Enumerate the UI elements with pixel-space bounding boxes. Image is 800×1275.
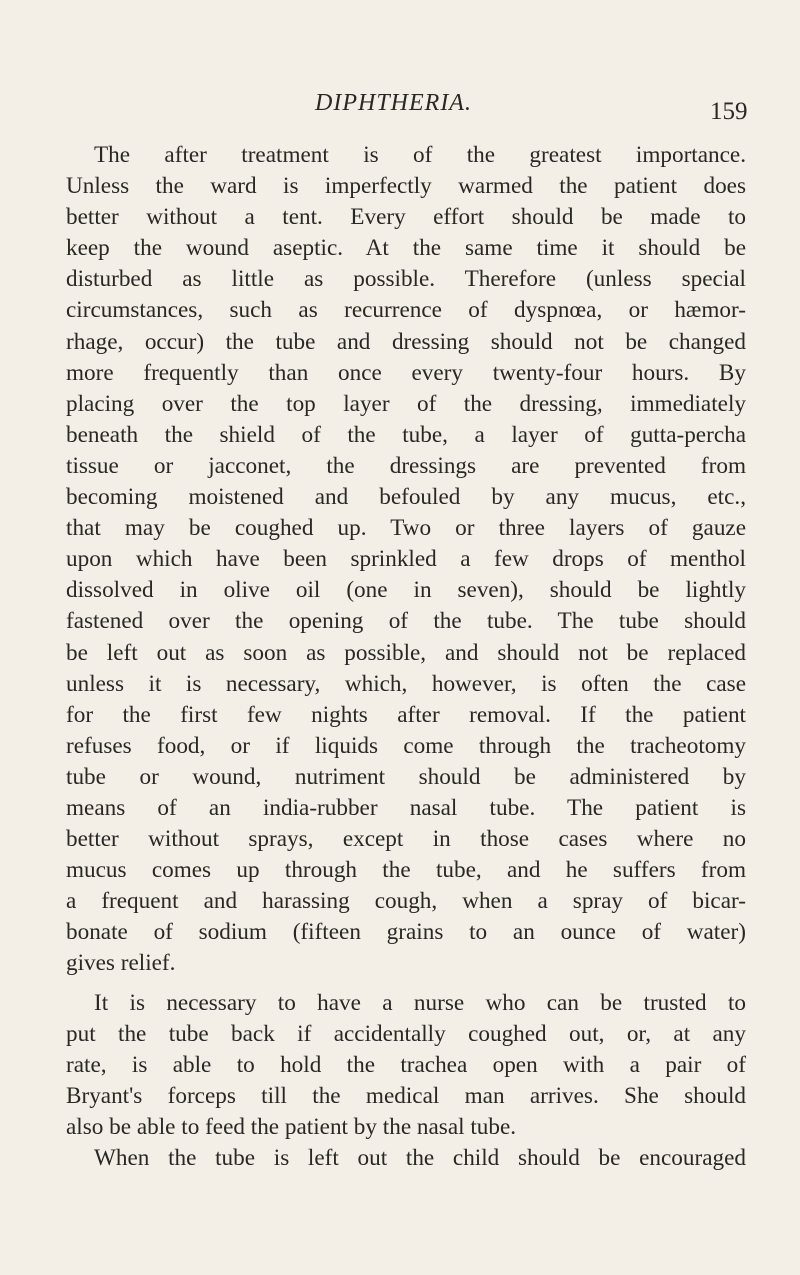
text-line: refuses food, or if liquids come through the tracheotomy	[66, 732, 746, 759]
text-line: means of an india-rubber nasal tube. The patient is	[66, 794, 746, 821]
running-head	[0, 86, 800, 126]
text-line: be left out as soon as possible, and should not be replaced	[66, 639, 746, 666]
page-number: 159	[710, 98, 748, 125]
text-line: gives relief.	[66, 950, 176, 977]
text-line: rate, is able to hold the trachea open with a pair of	[66, 1051, 746, 1078]
running-title: DIPHTHERIA.	[315, 90, 472, 116]
text-line: disturbed as little as possible. Therefore (unless special	[66, 266, 746, 293]
text-line: rhage, occur) the tube and dressing should not be changed	[66, 328, 746, 355]
text-line: for the first few nights after removal. If the patient	[66, 701, 746, 728]
text-line: bonate of sodium (fifteen grains to an ounce of water)	[66, 919, 746, 946]
text-line: The after treatment is of the greatest importance.	[94, 142, 746, 168]
text-line: fastened over the opening of the tube. The tube should	[66, 608, 746, 635]
text-line: upon which have been sprinkled a few drops of menthol	[66, 546, 746, 573]
text-line: Unless the ward is imperfectly warmed the patient does	[66, 173, 746, 200]
text-line: better without sprays, except in those cases where no	[66, 826, 746, 853]
text-line: beneath the shield of the tube, a layer of gutta-percha	[66, 421, 746, 448]
text-line: better without a tent. Every effort should be made to	[66, 204, 746, 231]
text-line: tissue or jacconet, the dressings are prevented from	[66, 452, 746, 479]
text-line: becoming moistened and befouled by any mucus, etc.,	[66, 484, 746, 511]
text-line: placing over the top layer of the dressing, immediately	[66, 390, 746, 417]
text-line: that may be coughed up. Two or three layers of gauze	[66, 515, 746, 542]
text-line: mucus comes up through the tube, and he suffers from	[66, 857, 746, 884]
text-line: tube or wound, nutriment should be administered by	[66, 763, 746, 790]
text-line: also be able to feed the patient by the nasal tube.	[66, 1113, 517, 1140]
body-text	[66, 140, 746, 1174]
text-line: When the tube is left out the child should be encouraged	[94, 1145, 746, 1171]
text-line: dissolved in olive oil (one in seven), should be lightly	[66, 577, 746, 604]
text-line: unless it is necessary, which, however, is often the case	[66, 670, 746, 697]
text-line: more frequently than once every twenty-four hours. By	[66, 359, 746, 386]
text-line: circumstances, such as recurrence of dyspnœa, or hæmor-	[66, 297, 746, 324]
text-line: put the tube back if accidentally coughed out, or, at any	[66, 1020, 746, 1047]
text-line: a frequent and harassing cough, when a spray of bicar-	[66, 888, 746, 915]
text-line: keep the wound aseptic. At the same time it should be	[66, 235, 746, 262]
text-line: Bryant's forceps till the medical man arrives. She should	[66, 1082, 746, 1109]
text-line: It is necessary to have a nurse who can be trusted to	[94, 989, 746, 1016]
